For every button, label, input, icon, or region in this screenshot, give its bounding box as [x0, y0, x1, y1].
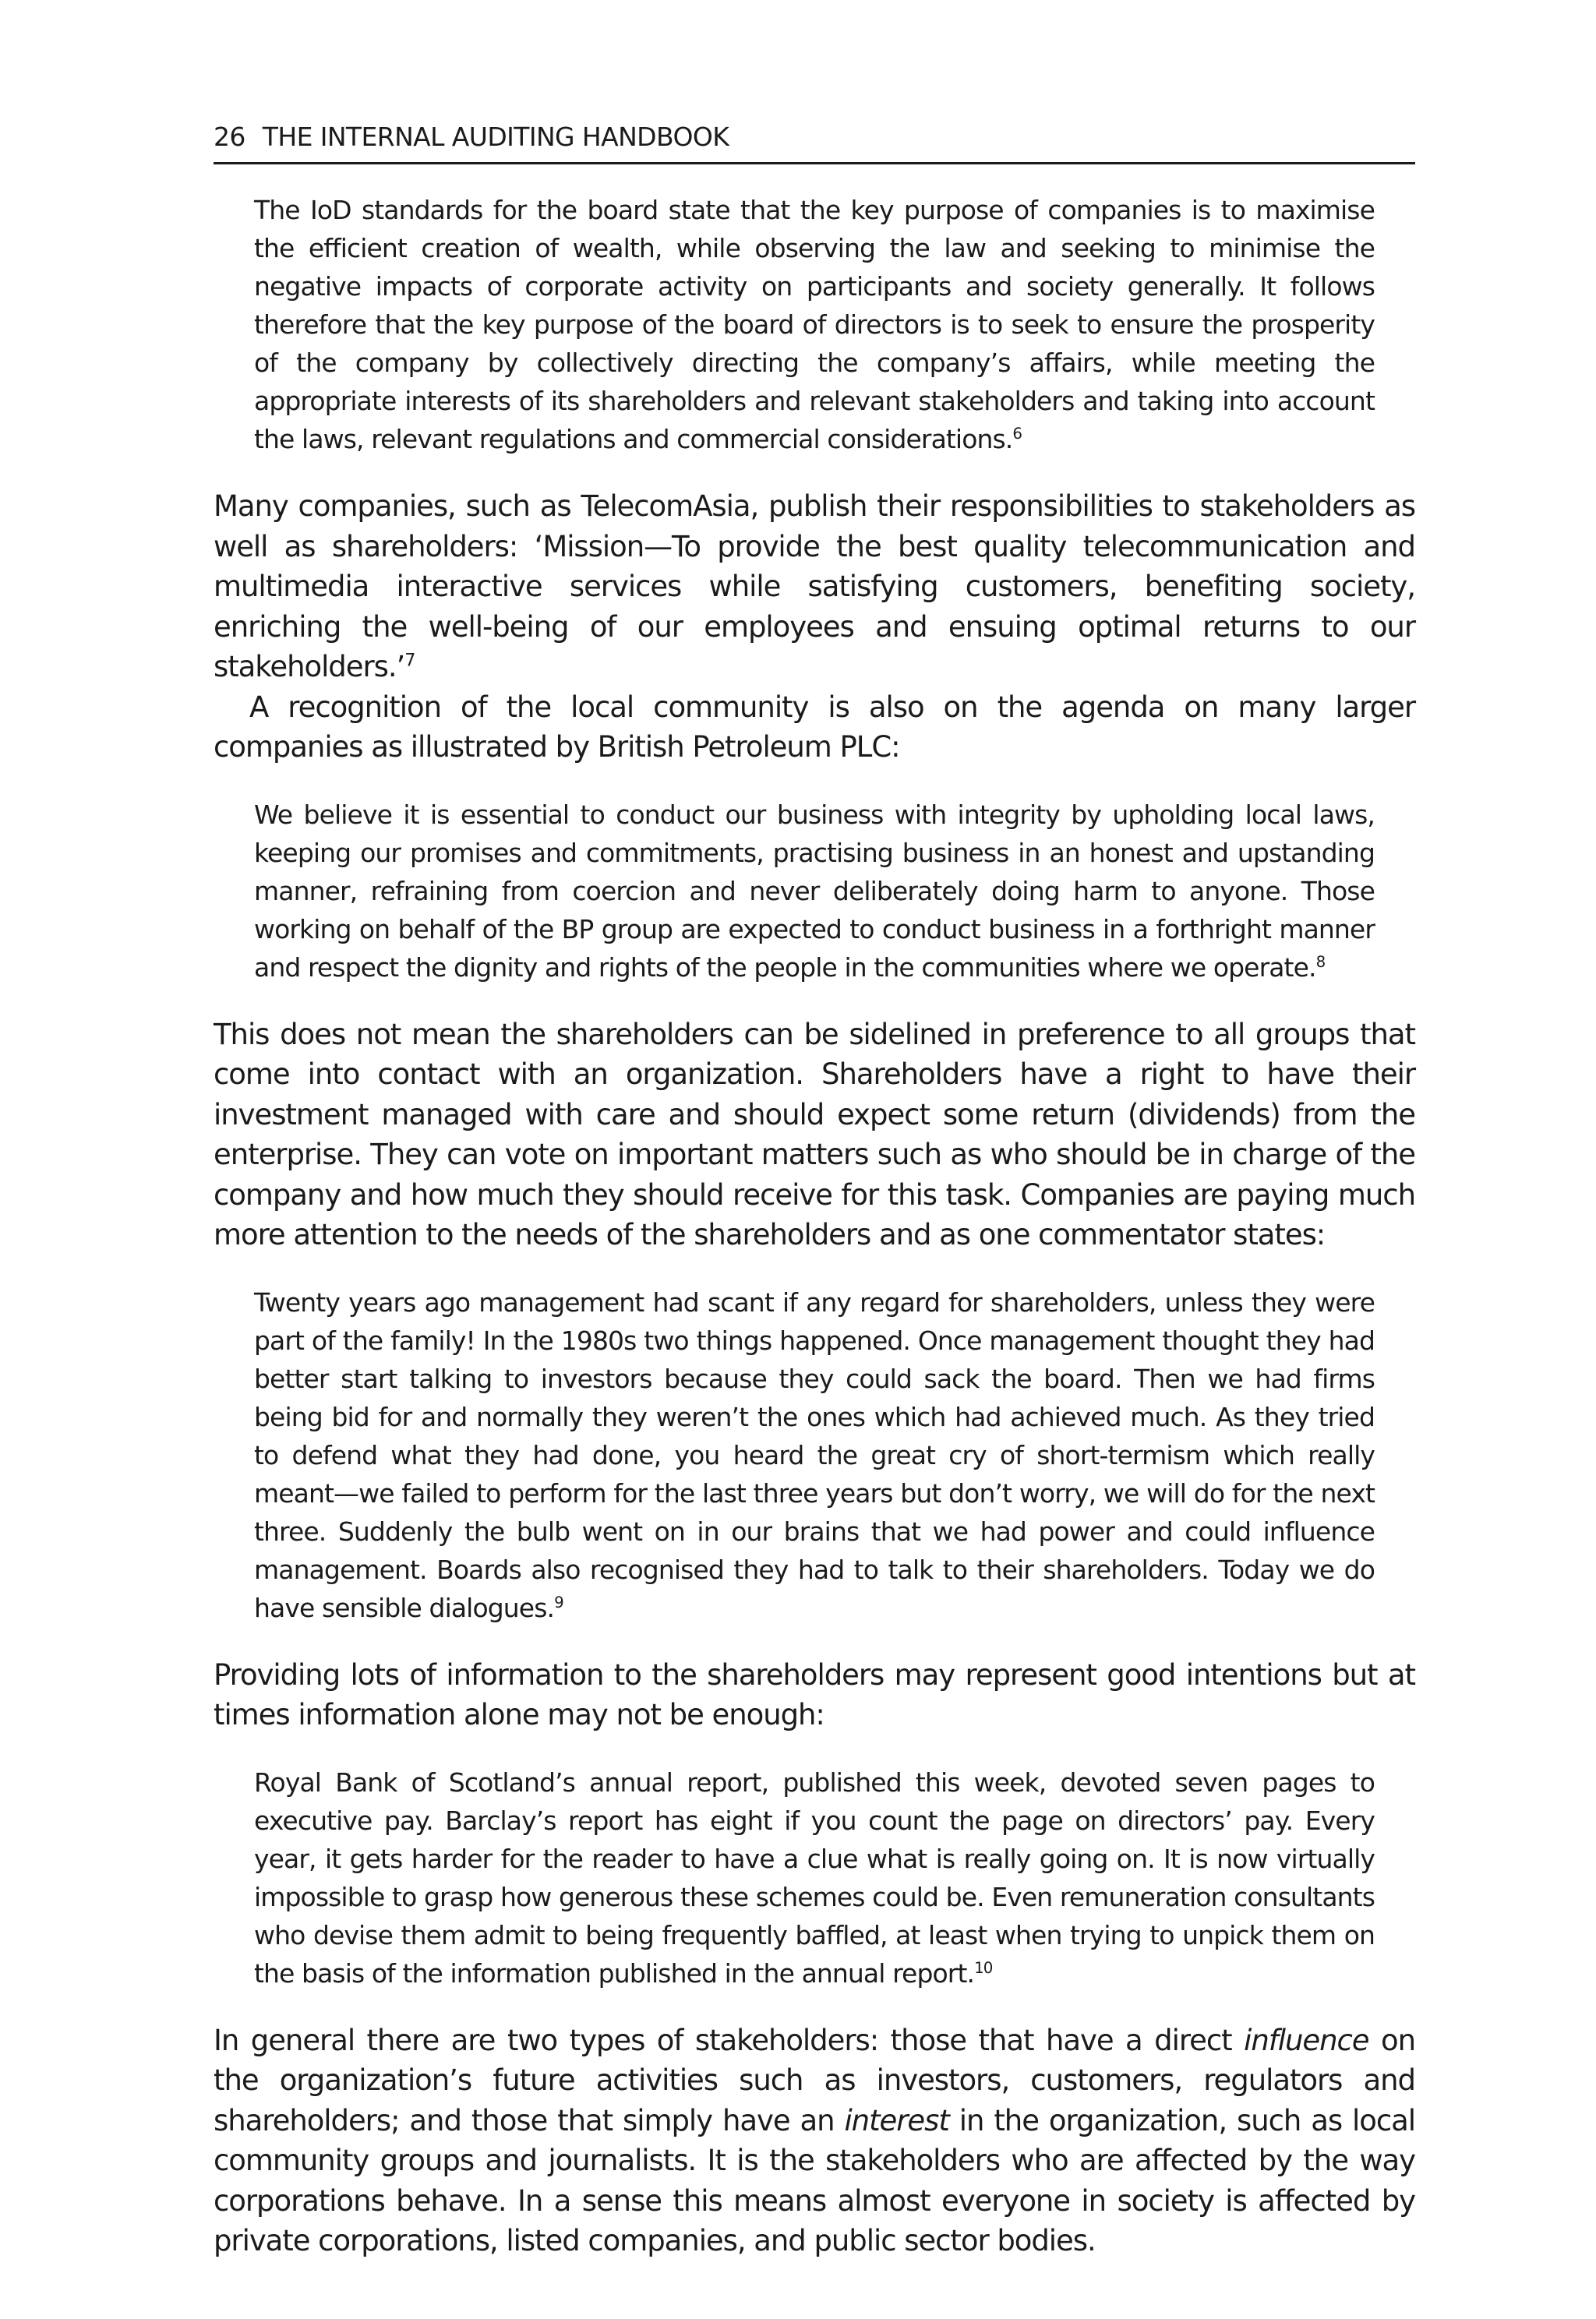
book-title: THE INTERNAL AUDITING HANDBOOK: [262, 122, 729, 152]
quote-text: We believe it is essential to conduct our business with integrity by upholding local laws, keeping our promises and commitments, practising business in an honest and upstanding manner, refraining from coercion and never deliberately doing harm to anyone. Those working on behalf of the BP group are expected to conduct business in a forthright manner and respect the dignity and rights of the people in the communities where we operate.: [254, 799, 1375, 983]
block-quote-bp: [254, 796, 1375, 987]
emphasis-influence: influence: [1244, 2023, 1369, 2057]
paragraph-telecomasia: [214, 486, 1415, 687]
page: [214, 115, 1415, 2261]
block-quote-rbs: [254, 1763, 1375, 1993]
footnote-ref: 9: [554, 1593, 563, 1611]
paragraph-local-community: [214, 687, 1415, 768]
paragraph-text-part-1: In general there are two types of stakeholders: those that have a direct: [214, 2023, 1245, 2057]
quote-text: The IoD standards for the board state that the key purpose of companies is to maximise the efficient creation of wealth, while observing the law and seeking to minimise the negative impacts of corporate activity on participants and society generally. It follows therefore that the key purpose of the board of directors is to seek to ensure the prosperity of the company by collectively directing the company’s affairs, while meeting the appropriate interests of its shareholders and relevant stakeholders and taking into account the laws, relevant regulations and commercial considerations.: [254, 195, 1375, 454]
paragraph-text: Many companies, such as TelecomAsia, publish their responsibilities to stakeholders as well as shareholders: ‘Mission—To provide the best quality telecommunication and multimedia interactive services while satisfying customers, benefiting society, enriching the well-being of our employees and ensuing optimal returns to our stakeholders.’: [214, 489, 1415, 683]
footnote-ref: 6: [1012, 425, 1022, 443]
paragraph-shareholders: [214, 1015, 1415, 1255]
paragraph-information: [214, 1655, 1415, 1735]
emphasis-interest: interest: [844, 2103, 949, 2137]
paragraph-stakeholder-types: [214, 2021, 1415, 2261]
paragraph-text-part-2: on the organization’s future activities such as investors, customers, regulators and shareholders; and those that simply have an: [214, 2023, 1415, 2137]
paragraph-text-part-3: in the organization, such as local community groups and journalists. It is the stakeholders who are affected by the way corporations behave. In a sense this means almost everyone in society is affected by private corporations, listed companies, and public sector bodies.: [214, 2103, 1415, 2257]
footnote-ref: 10: [974, 1958, 993, 1977]
footnote-ref: 7: [404, 650, 415, 671]
block-quote-commentator: [254, 1283, 1375, 1627]
running-header: [214, 115, 1415, 164]
quote-text: Royal Bank of Scotland’s annual report, published this week, devoted seven pages to executive pay. Barclay’s report has eight if you count the page on directors’ pay. Every year, it gets harder for the reader to have a clue what is really going on. It is now virtually impossible to grasp how generous these schemes could be. Even remuneration consultants who devise them admit to being frequently baffled, at least when trying to unpick them on the basis of the information published in the annual report.: [254, 1767, 1375, 1989]
paragraph-text: Providing lots of information to the shareholders may represent good intentions but at times information alone may not be enough:: [214, 1657, 1415, 1731]
block-quote-iod-standards: [254, 191, 1375, 458]
paragraph-text: A recognition of the local community is also on the agenda on many larger companies as illustrated by British Petroleum PLC:: [214, 690, 1415, 764]
paragraph-text: This does not mean the shareholders can be sidelined in preference to all groups that come into contact with an organization. Shareholders have a right to have their investment managed with care and should expect some return (dividends) from the enterprise. They can vote on important matters such as who should be in charge of the company and how much they should receive for this task. Companies are paying much more attention to the needs of the shareholders and as one commentator states:: [214, 1017, 1415, 1251]
quote-text: Twenty years ago management had scant if any regard for shareholders, unless they were part of the family! In the 1980s two things happened. Once management thought they had better start talking to investors because they could sack the board. Then we had firms being bid for and normally they weren’t the ones which had achieved much. As they tried to defend what they had done, you heard the great cry of short-termism which really meant—we failed to perform for the last three years but don’t worry, we will do for the next three. Suddenly the bulb went on in our brains that we had power and could influence management. Boards also recognised they had to talk to their shareholders. Today we do have sensible dialogues.: [254, 1287, 1375, 1623]
footnote-ref: 8: [1315, 952, 1326, 971]
page-number: 26: [214, 122, 245, 152]
